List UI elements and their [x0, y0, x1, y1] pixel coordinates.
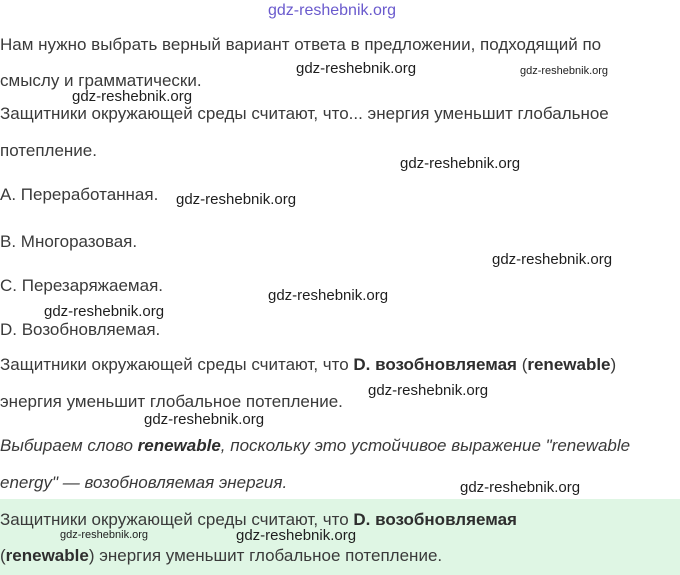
- answer-choice: D. возобновляемая: [353, 510, 517, 529]
- answer-line-1: [0, 510, 517, 530]
- explanation-text-rest: , поскольку это устойчивое выражение "renewable: [220, 436, 631, 455]
- explanation-line-2: [0, 473, 287, 493]
- solution-text: Защитники окружающей среды считают, что: [0, 355, 354, 374]
- question-line-2: потепление.: [0, 141, 97, 160]
- explanation-text-2: energy" — возобновляемая энергия.: [0, 473, 288, 492]
- watermark: gdz-reshebnik.org: [520, 65, 609, 77]
- option-a: A. Переработанная.: [0, 185, 159, 204]
- answer-word: renewable: [5, 546, 89, 565]
- answer-paren-open: (: [0, 546, 6, 565]
- watermark: gdz-reshebnik.org: [44, 303, 165, 320]
- watermark: gdz-reshebnik.org: [236, 527, 357, 544]
- explanation-line-1: [0, 436, 630, 456]
- watermark-top: gdz-reshebnik.org: [268, 2, 397, 19]
- solution-line-2: энергия уменьшит глобальное потепление.: [0, 392, 343, 411]
- explanation-text: Выбираем слово: [0, 436, 138, 455]
- watermark: gdz-reshebnik.org: [460, 479, 581, 496]
- solution-answer: D. возобновляемая: [353, 355, 517, 374]
- watermark: gdz-reshebnik.org: [492, 251, 613, 268]
- explanation-word: renewable: [137, 436, 221, 455]
- watermark: gdz-reshebnik.org: [144, 411, 265, 428]
- watermark: gdz-reshebnik.org: [176, 191, 297, 208]
- solution-paren-open: (: [516, 355, 528, 374]
- intro-line-2: смыслу и грамматически.: [0, 71, 202, 90]
- question-line-1: Защитники окружающей среды считают, что... энергия уменьшит глобальное: [0, 104, 609, 123]
- option-c: C. Перезаряжаемая.: [0, 276, 164, 295]
- watermark: gdz-reshebnik.org: [60, 529, 149, 541]
- option-b: B. Многоразовая.: [0, 232, 138, 251]
- watermark: gdz-reshebnik.org: [268, 287, 389, 304]
- watermark: gdz-reshebnik.org: [400, 155, 521, 172]
- solution-word: renewable: [527, 355, 611, 374]
- option-d: D. Возобновляемая.: [0, 320, 161, 339]
- watermark: gdz-reshebnik.org: [296, 60, 417, 77]
- watermark: gdz-reshebnik.org: [368, 382, 489, 399]
- answer-text-2: ) энергия уменьшит глобальное потепление.: [88, 546, 443, 565]
- solution-paren-close: ): [610, 355, 617, 374]
- answer-text: Защитники окружающей среды считают, что: [0, 510, 354, 529]
- watermark: gdz-reshebnik.org: [72, 88, 193, 105]
- intro-line-1: Нам нужно выбрать верный вариант ответа в предложении, подходящий по: [0, 35, 602, 54]
- answer-line-2: [0, 546, 442, 566]
- solution-line-1: [0, 355, 616, 375]
